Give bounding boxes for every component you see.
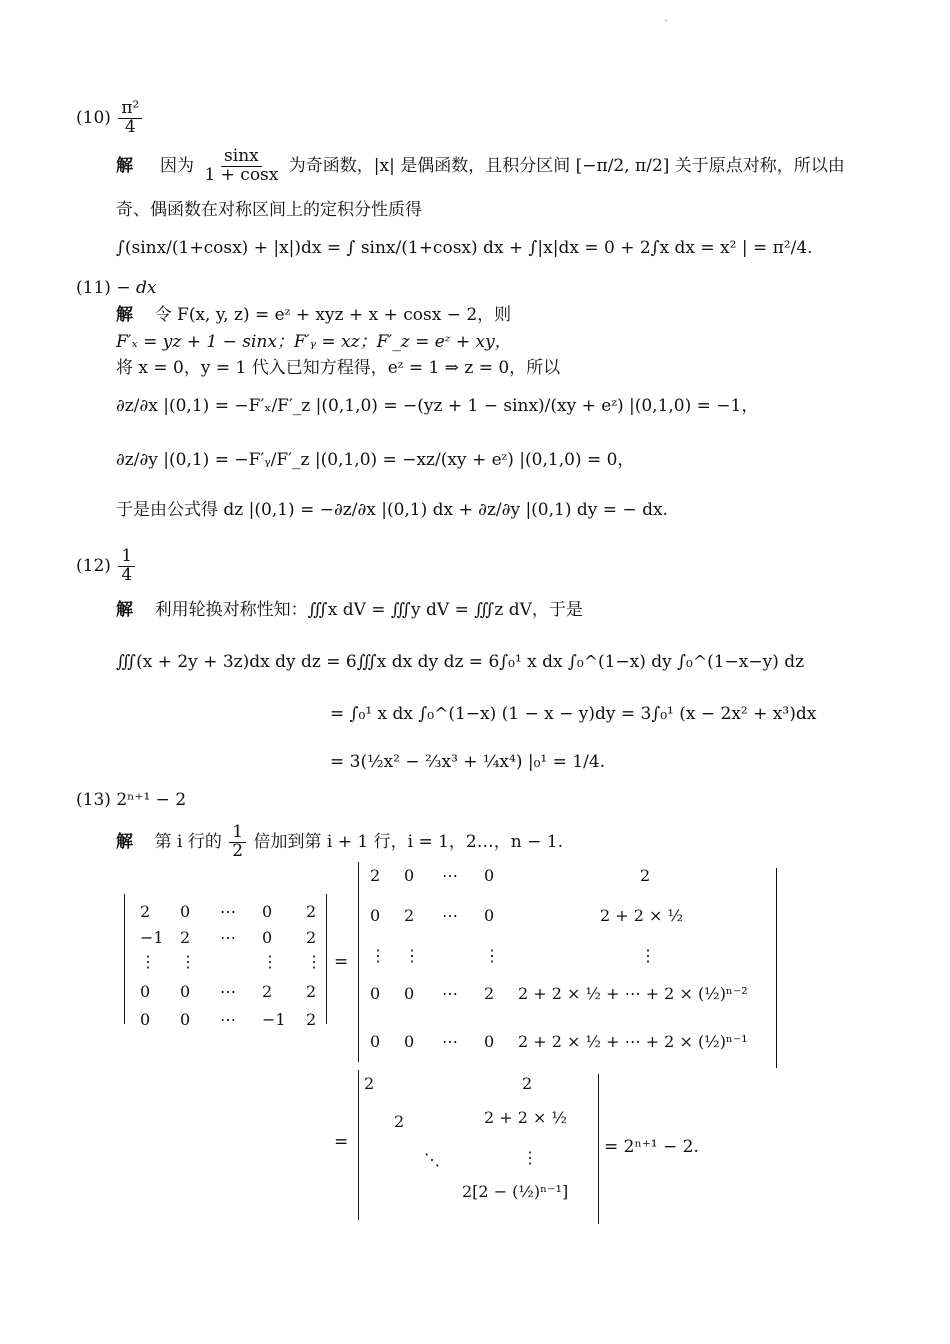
matrix2-last-col: ⋮ — [640, 946, 656, 965]
matrix2-cell: 0 — [370, 906, 381, 925]
matrix1-cell: −1 — [262, 1010, 286, 1029]
matrix3-last-col: 2 + 2 × ½ — [484, 1108, 568, 1127]
matrix-eq-1: = — [334, 952, 349, 972]
matrix1-cell: ⋯ — [220, 1010, 236, 1029]
p12-line4: = 3(½x² − ⅔x³ + ¼x⁴) |₀¹ = 1/4. — [330, 752, 606, 772]
p13-result: = 2ⁿ⁺¹ − 2. — [604, 1137, 699, 1157]
p13-answer: 2ⁿ⁺¹ − 2 — [116, 790, 187, 810]
matrix2-last-col: 2 + 2 × ½ + ⋯ + 2 × (½)ⁿ⁻¹ — [518, 1032, 748, 1051]
matrix2-cell: 0 — [370, 984, 381, 1003]
p11-heading: (11) − dx — [76, 278, 157, 298]
corner-mark: ˏ — [664, 8, 668, 22]
p11-line5: ∂z/∂y |(0,1) = −F′ᵧ/F′_z |(0,1,0) = −xz/(xy + eᶻ) |(0,1,0) = 0， — [116, 450, 635, 470]
matrix2-last-col: 2 + 2 × ½ + ⋯ + 2 × (½)ⁿ⁻² — [518, 984, 748, 1003]
p13-line1: 解 第 i 行的 $\frac{1}{2}$ 倍加到第 i + 1 行，i = 1，2…，n − 1. — [116, 822, 563, 861]
matrix1-cell: ⋯ — [220, 928, 236, 947]
matrix2-cell: ⋮ — [370, 946, 386, 965]
matrix1-cell: 0 — [140, 1010, 151, 1029]
p12-line3: = ∫₀¹ x dx ∫₀^(1−x) (1 − x − y)dy = 3∫₀¹ (x − 2x² + x³)dx — [330, 704, 817, 724]
matrix1-cell: 2 — [180, 928, 191, 947]
matrix1-cell: 0 — [262, 902, 273, 921]
matrix2-cell: ⋮ — [484, 946, 500, 965]
matrix1-cell: 2 — [306, 928, 317, 947]
p10-answer: $\frac{\text{π²}}{4}$ — [118, 100, 142, 137]
p12-answer: $\frac{1}{4}$ — [118, 548, 135, 585]
matrix2-right-bar — [776, 868, 777, 1068]
matrix-eq-2: = — [334, 1132, 349, 1152]
matrix2-cell: 2 — [404, 906, 415, 925]
matrix2-cell: ⋯ — [442, 906, 458, 925]
p10-solve: 解 — [116, 155, 133, 176]
matrix1-cell: ⋮ — [140, 952, 156, 971]
p10-line3: ∫(sinx/(1+cosx) + |x|)dx = ∫ sinx/(1+cosx) dx + ∫|x|dx = 0 + 2∫x dx = x² | = π²/4. — [116, 238, 813, 258]
matrix1-cell: ⋮ — [180, 952, 196, 971]
matrix1-cell: 0 — [180, 1010, 191, 1029]
matrix2-last-col: 2 — [640, 866, 651, 885]
matrix2-cell: 0 — [404, 984, 415, 1003]
matrix1-cell: 0 — [262, 928, 273, 947]
matrix1-cell: ⋮ — [306, 952, 322, 971]
matrix2-cell: 0 — [484, 866, 495, 885]
p10-line2: 奇、偶函数在对称区间上的定积分性质得 — [116, 200, 422, 220]
matrix2-cell: ⋯ — [442, 1032, 458, 1051]
p11-line1: 解 令 F(x, y, z) = eᶻ + xyz + x + cosx − 2，则 — [116, 305, 512, 325]
p12-line2: ∭(x + 2y + 3z)dx dy dz = 6∭x dx dy dz = 6∫₀¹ x dx ∫₀^(1−x) dy ∫₀^(1−x−y) dz — [116, 652, 805, 672]
matrix2-cell: 2 — [370, 866, 381, 885]
matrix3-last-col: 2 — [522, 1074, 533, 1093]
p13-heading: (13) 2ⁿ⁺¹ − 2 — [76, 790, 187, 810]
p12-line1: 解 利用轮换对称性知：∭x dV = ∭y dV = ∭z dV，于是 — [116, 600, 583, 620]
matrix1-cell: −1 — [140, 928, 164, 947]
matrix3-last-col: ⋮ — [522, 1148, 538, 1167]
matrix1-cell: 0 — [180, 902, 191, 921]
matrix1-cell: 0 — [140, 982, 151, 1001]
matrix3-left-bar — [358, 1070, 359, 1220]
p12-heading: (12) $\frac{1}{4}$ — [76, 548, 137, 585]
matrix2-cell: 0 — [404, 866, 415, 885]
matrix1-cell: 2 — [306, 1010, 317, 1029]
matrix2-cell: 0 — [484, 906, 495, 925]
matrix1-cell: ⋯ — [220, 902, 236, 921]
p10-line1: 解 因为 $\frac{\sin x}{1 + \cos x}$ 为奇函数，|x| 是偶函数，且积分区间 [−π/2, π/2] 关于原点对称，所以由 — [116, 146, 845, 185]
matrix3-diag: ⋱ — [424, 1150, 440, 1169]
matrix2-cell: 0 — [370, 1032, 381, 1051]
matrix2-left-bar — [358, 862, 359, 1062]
p11-answer: − dx — [116, 278, 157, 298]
matrix1-cell: 2 — [262, 982, 273, 1001]
p11-line6: 于是由公式得 dz |(0,1) = −∂z/∂x |(0,1) dx + ∂z/∂y |(0,1) dy = − dx. — [116, 500, 668, 520]
matrix3-right-bar — [598, 1074, 599, 1224]
p10-frac: $\frac{\sin x}{1 + \cos x}$ — [204, 146, 279, 185]
matrix2-cell: ⋯ — [442, 984, 458, 1003]
matrix2-cell: ⋮ — [404, 946, 420, 965]
p11-line3: 将 x = 0，y = 1 代入已知方程得，eᶻ = 1 ⇒ z = 0，所以 — [116, 358, 561, 378]
matrix2-cell: 0 — [404, 1032, 415, 1051]
p11-line2: F′ₓ = yz + 1 − sinx；F′ᵧ = xz；F′_z = eᶻ + xy， — [116, 332, 512, 352]
p10-interval: [−π/2, π/2] — [575, 155, 670, 176]
matrix3-diag: 2[2 − (½)ⁿ⁻¹] — [462, 1182, 569, 1201]
matrix1-cell: 0 — [180, 982, 191, 1001]
matrix2-cell: 0 — [484, 1032, 495, 1051]
matrix3-diag: 2 — [394, 1112, 405, 1131]
p10-heading — [76, 100, 144, 137]
matrix2-cell: 2 — [484, 984, 495, 1003]
p11-line4: ∂z/∂x |(0,1) = −F′ₓ/F′_z |(0,1,0) = −(yz + 1 − sinx)/(xy + eᶻ) |(0,1,0) = −1， — [116, 396, 759, 416]
matrix1-cell: ⋮ — [262, 952, 278, 971]
p10-label: (10) — [76, 107, 111, 128]
matrix1-right-bar — [326, 894, 327, 1024]
matrix1-cell: 2 — [140, 902, 151, 921]
matrix1-cell: ⋯ — [220, 982, 236, 1001]
matrix2-last-col: 2 + 2 × ½ — [600, 906, 684, 925]
matrix1-cell: 2 — [306, 902, 317, 921]
matrix3-diag: 2 — [364, 1074, 375, 1093]
matrix1-left-bar — [124, 894, 125, 1024]
matrix1-cell: 2 — [306, 982, 317, 1001]
matrix2-cell: ⋯ — [442, 866, 458, 885]
